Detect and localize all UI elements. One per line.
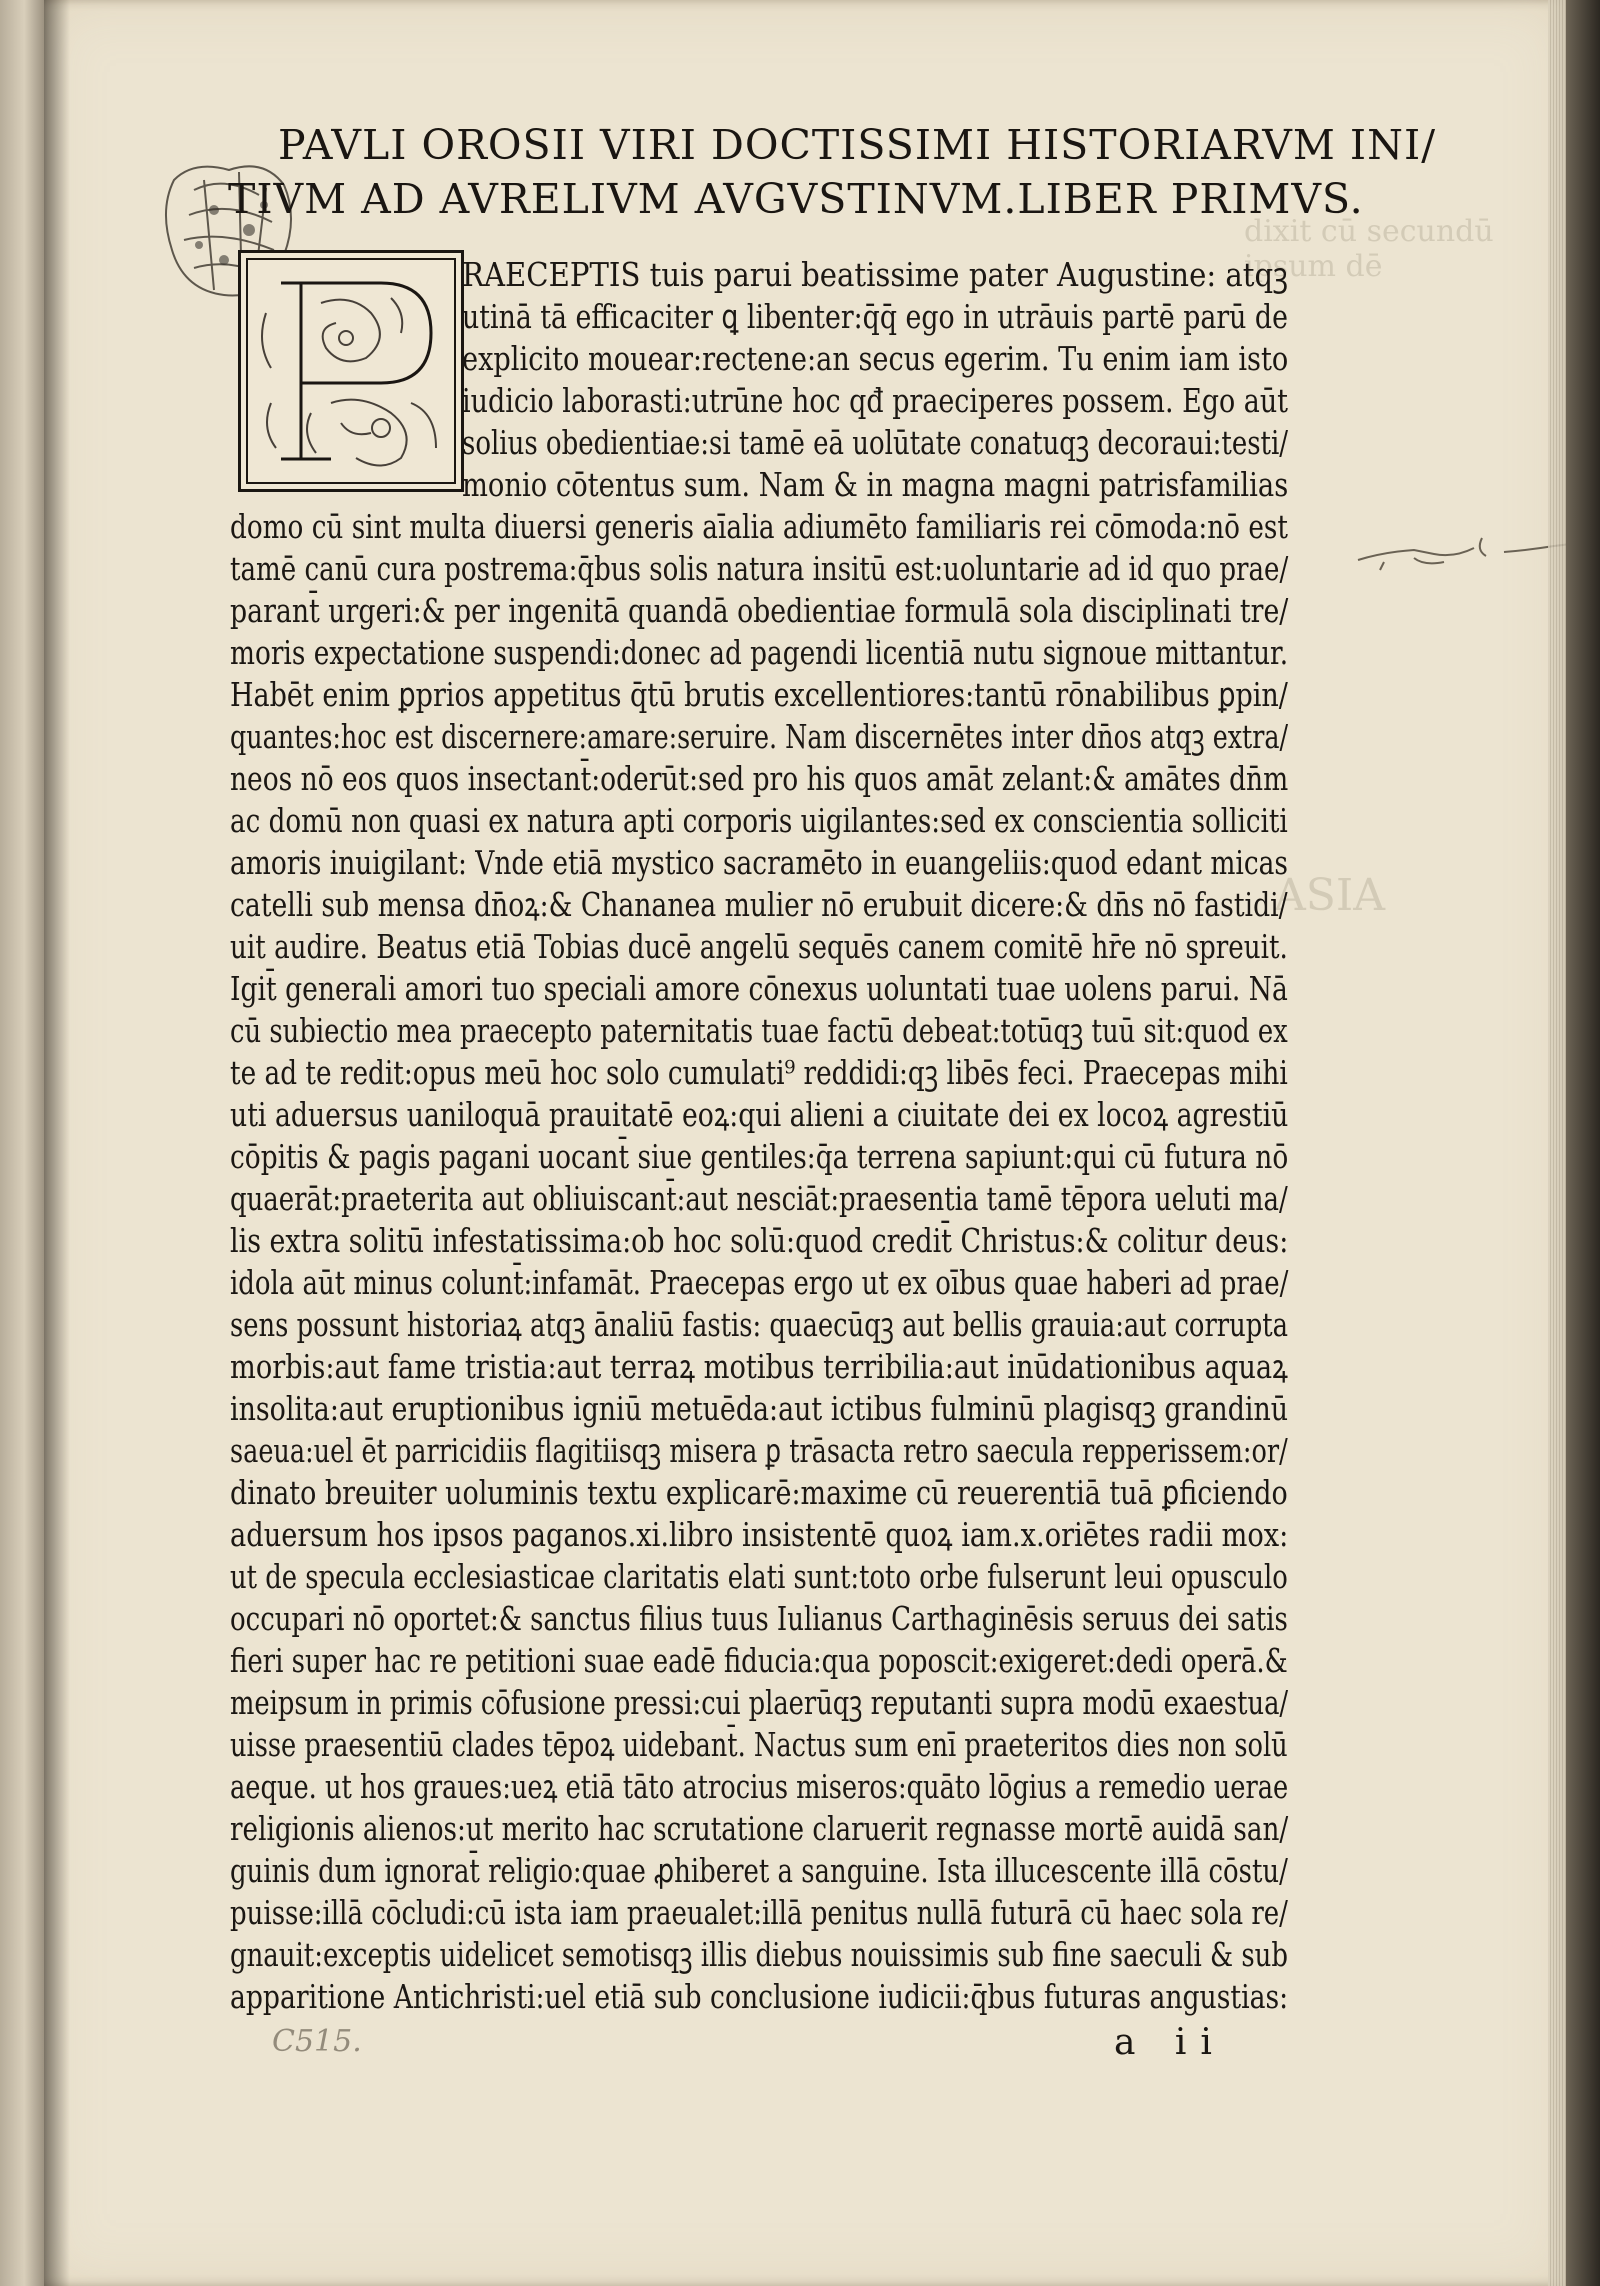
text-line: solius obedientiae:si tamē eā uolūtate conatuqꝫ decoraui:testi/ (462, 423, 1289, 462)
text-line: explicito mouear:rectene:an secus egerim. Tu enim iam isto (462, 339, 1289, 378)
text-line: domo cū sint multa diuersi generis aīalia adiumēto familiaris rei cōmoda:nō est (230, 507, 1288, 546)
title-line-2-left: TIVM AD AVRELIVM AVGVSTINVM. (228, 175, 1018, 223)
text-line: puisse:illā cōcludi:cū ista iam praeualet:illā penitus nullā futurā cū haec sola re/ (230, 1893, 1288, 1932)
text-line: neos nō eos quos insectant̄:oderūt:sed pro his quos amāt zelant:& amātes dn̄m (230, 759, 1289, 798)
book-label: LIBER PRIMVS. (1017, 175, 1364, 223)
text-line: saeua:uel ēt parricidiis flagitiisqꝫ misera ꝑ trāsacta retro saecula repperissem:or/ (230, 1431, 1288, 1470)
pencil-shelfmark: C515. (272, 2024, 362, 2059)
text-line: tamē canū cura postrema:q̄bus solis natura insitū est:uoluntarie ad id quo prae/ (230, 549, 1289, 588)
text-line: amoris inuigilant: Vnde etiā mystico sacramēto in euangeliis:quod edant micas (230, 843, 1288, 882)
text-line: ac domū non quasi ex natura apti corporis uigilantes:sed ex conscientia solliciti (230, 801, 1288, 840)
text-line: cōpitis & pagis pagani uocant̄ siue gentiles:q̄a terrena sapiunt:qui cū futura nō (230, 1137, 1289, 1176)
text-line: religionis alienos:ut merito hac scrutatione claruerit regnasse mortē auidā san/ (230, 1809, 1289, 1848)
text-line: guinis dum ignorat̄ religio:quae ꝓhiberet a sanguine. Ista illucescente illā cōstu/ (230, 1851, 1288, 1890)
book-edge (1566, 0, 1600, 2286)
text-line: morbis:aut fame tristia:aut terraꝝ motibus terribilia:aut inūdationibus aquaꝝ (230, 1347, 1288, 1386)
text-line: aeque. ut hos graues:ueꝝ etiā tāto atrocius miseros:quāto lōgius a remedio uerae (230, 1767, 1289, 1806)
text-line: uti aduersus uaniloquā prauitatē eoꝝ:qui alieni a ciuitate dei ex locoꝝ agrestiū (230, 1095, 1289, 1134)
text-line: fieri super hac re petitioni suae eadē fiducia:qua poposcit:exigeret:dedi operā.& (230, 1641, 1288, 1680)
text-line: te ad te redit:opus meū hoc solo cumulati⁹ reddidi:qꝫ libēs feci. Praecepas mihi (230, 1053, 1288, 1092)
text-line: uit audire. Beatus etiā Tobias ducē angelū sequēs canem comitē hr̄e nō spreuit. (230, 927, 1288, 966)
body-text (44, 0, 1566, 2286)
text-line: monio cōtentus sum. Nam & in magna magni patrisfamilias (462, 465, 1289, 504)
text-line: apparitione Antichristi:uel etiā sub conclusione iudicii:q̄bus futuras angustias: (230, 1977, 1289, 2016)
text-line: meipsum in primis cōfusione pressi:cui plaerūqꝫ reputanti supra modū exaestua/ (230, 1683, 1289, 1722)
text-line: iudicio laborasti:utrūne hoc qđ praeciperes possem. Ego aūt (462, 381, 1289, 420)
text-line: moris expectatione suspendi:donec ad pagendi licentiā nutu signoue mittantur. (230, 633, 1289, 672)
text-line: cū subiectio mea praecepto paternitatis tuae factū debeat:totūqꝫ tuū sit:quod ex (230, 1011, 1288, 1050)
page-fore-edge (1548, 0, 1566, 2286)
text-line: gnauit:exceptis uidelicet semotisqꝫ illis diebus nouissimis sub fine saeculi & sub (230, 1935, 1288, 1974)
text-line: occupari nō oportet:& sanctus filius tuus Iulianus Carthaginēsis seruus dei satis (230, 1599, 1288, 1638)
show-through-text: dixit cū secundū ipsum dē (1244, 214, 1494, 284)
text-line: utinā tā efficaciter ꝗ libenter:q̄q̄ ego in utrāuis partē parū de (462, 297, 1288, 336)
text-line: aduersum hos ipsos paganos.xi.libro insistentē quoꝝ iam.x.oriētes radii mox: (230, 1515, 1289, 1554)
text-line: quantes:hoc est discernere:amare:seruire. Nam discernētes inter dn̄os atqꝫ extra/ (230, 717, 1289, 756)
title-line-1: PAVLI OROSII VIRI DOCTISSIMI HISTORIARVM INI/ (278, 121, 1437, 169)
book-page (44, 0, 1566, 2286)
text-line: Igit̄ generali amori tuo speciali amore cōnexus uoluntati tuae uolens parui. Nā (230, 969, 1288, 1008)
text-line: ut de specula ecclesiasticae claritatis elati sunt:toto orbe fulserunt leui opusculo (230, 1557, 1288, 1596)
text-line: parant̄ urgeri:& per ingenitā quandā obedientiae formulā sola disciplinati tre/ (230, 591, 1289, 630)
text-line: sens possunt historiaꝝ atqꝫ ānaliū fastis: quaecūqꝫ aut bellis grauia:aut corrupta (230, 1305, 1289, 1344)
text-line: lis extra solitū infestatissima:ob hoc solū:quod credit̄ Christus:& colitur deus: (230, 1221, 1289, 1260)
text-line: catelli sub mensa dn̄oꝝ:& Chananea mulier nō erubuit dicere:& dn̄s nō fastidi/ (230, 885, 1288, 924)
text-line: dinato breuiter uoluminis textu explicarē:maxime cū reuerentiā tuā ꝑficiendo (230, 1473, 1288, 1512)
gutter-shadow (44, 0, 70, 2286)
text-line: insolita:aut eruptionibus igniū metuēda:aut ictibus fulminū plagisqꝫ grandinū (230, 1389, 1289, 1428)
text-line: Habēt enim ꝑprios appetitus q̄tū brutis excellentiores:tantū rōnabilibus ꝑpin/ (230, 675, 1288, 714)
text-line: RAECEPTIS tuis parui beatissime pater Augustine: atqꝫ (462, 255, 1289, 294)
text-line: quaerāt:praeterita aut obliuiscant̄:aut nesciāt:praesentia tamē tēpora ueluti ma/ (230, 1179, 1288, 1218)
signature-mark: a ii (1114, 2022, 1226, 2063)
previous-page-edge (0, 0, 44, 2286)
text-line: idola aūt minus colunt̄:infamāt. Praecepas ergo ut ex oībus quae haberi ad prae/ (230, 1263, 1289, 1302)
show-through-text: ASIA (1274, 870, 1386, 921)
text-line: uisse praesentiū clades tēpoꝝ uidebant̄. Nactus sum enī praeteritos dies non solū (230, 1725, 1288, 1764)
